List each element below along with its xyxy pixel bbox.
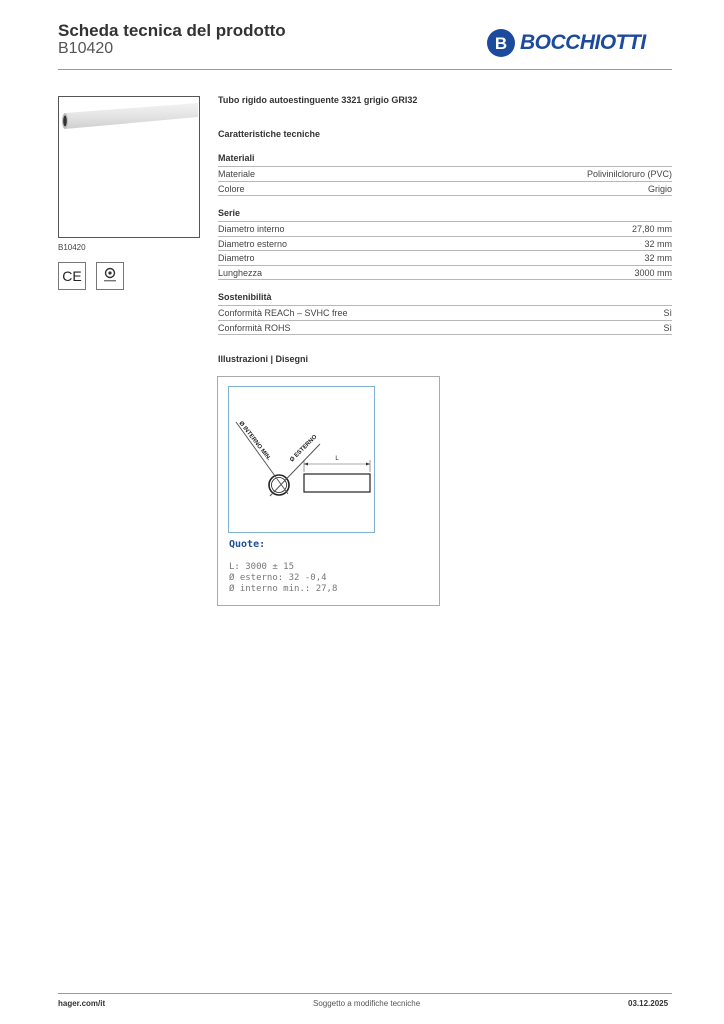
quote-title: Quote:: [229, 539, 266, 550]
footer-date: 03.12.2025: [628, 999, 669, 1008]
spec-value: Grigio: [647, 183, 672, 194]
product-title: Tubo rigido autoestinguente 3321 grigio GRI32: [218, 95, 418, 105]
specifications-panel: [218, 95, 672, 364]
spec-label: Diametro esterno: [218, 238, 288, 249]
page-title: Scheda tecnica del prodotto: [58, 21, 286, 40]
technical-drawing: [217, 376, 440, 606]
spec-row: [218, 237, 672, 252]
spec-label: Diametro: [218, 253, 255, 263]
spec-value: 27,80 mm: [631, 224, 672, 234]
pipe-image: [59, 97, 199, 237]
spec-row: [218, 222, 672, 237]
product-image: [58, 96, 200, 238]
spec-value: Sì: [663, 322, 672, 333]
pipe-side-view: [304, 474, 370, 492]
spec-row: [218, 251, 672, 266]
footer-divider: [58, 993, 672, 994]
brand-logo-icon: [486, 28, 516, 58]
certification-mark-icon: [96, 262, 124, 290]
spec-label: Conformità ROHS: [218, 322, 291, 333]
spec-value: 3000 mm: [634, 267, 672, 278]
spec-row: [218, 182, 672, 197]
drawing-label-length: L: [335, 456, 339, 462]
spec-value: Sì: [663, 308, 672, 318]
spec-value: Polivinilcloruro (PVC): [586, 169, 672, 179]
quote-line: L: 3000 ± 15: [229, 562, 295, 572]
spec-value: 32 mm: [644, 253, 672, 263]
section-title-materiali: Materiali: [218, 153, 255, 163]
spec-label: Conformità REACh – SVHC free: [218, 308, 348, 318]
product-code: B10420: [58, 40, 114, 57]
header-divider: [58, 69, 672, 70]
image-caption: B10420: [58, 243, 86, 252]
spec-row: [218, 321, 672, 336]
spec-label: Colore: [218, 183, 245, 194]
footer-website: hager.com/it: [58, 999, 106, 1008]
spec-row: [218, 167, 672, 182]
drawing-label-external: Ø ESTERNO: [289, 434, 319, 464]
svg-text:B: B: [494, 34, 508, 53]
spec-row: [218, 306, 672, 321]
brand-logo: [486, 27, 666, 59]
brand-name: BOCCHIOTTI: [520, 31, 646, 54]
section-title-serie: Serie: [218, 208, 241, 218]
quote-line: Ø interno min.: 27,8: [229, 584, 338, 594]
section-title-sostenibilita: Sostenibilità: [218, 292, 272, 302]
specs-heading: Caratteristiche tecniche: [218, 129, 321, 139]
spec-label: Materiale: [218, 169, 256, 179]
spec-value: 32 mm: [644, 238, 672, 249]
spec-row: [218, 266, 672, 281]
drawing-label-internal: Ø INTERNO MIN.: [237, 420, 272, 462]
quote-line: Ø esterno: 32 -0,4: [229, 573, 327, 583]
spec-label: Lunghezza: [218, 267, 263, 278]
svg-text:CE: CE: [62, 268, 82, 284]
drawing-canvas: [228, 386, 378, 536]
footer-note: Soggetto a modifiche tecniche: [313, 999, 421, 1008]
illustrations-heading: Illustrazioni | Disegni: [218, 354, 309, 364]
spec-label: Diametro interno: [218, 224, 285, 234]
ce-mark-icon: [58, 262, 86, 290]
